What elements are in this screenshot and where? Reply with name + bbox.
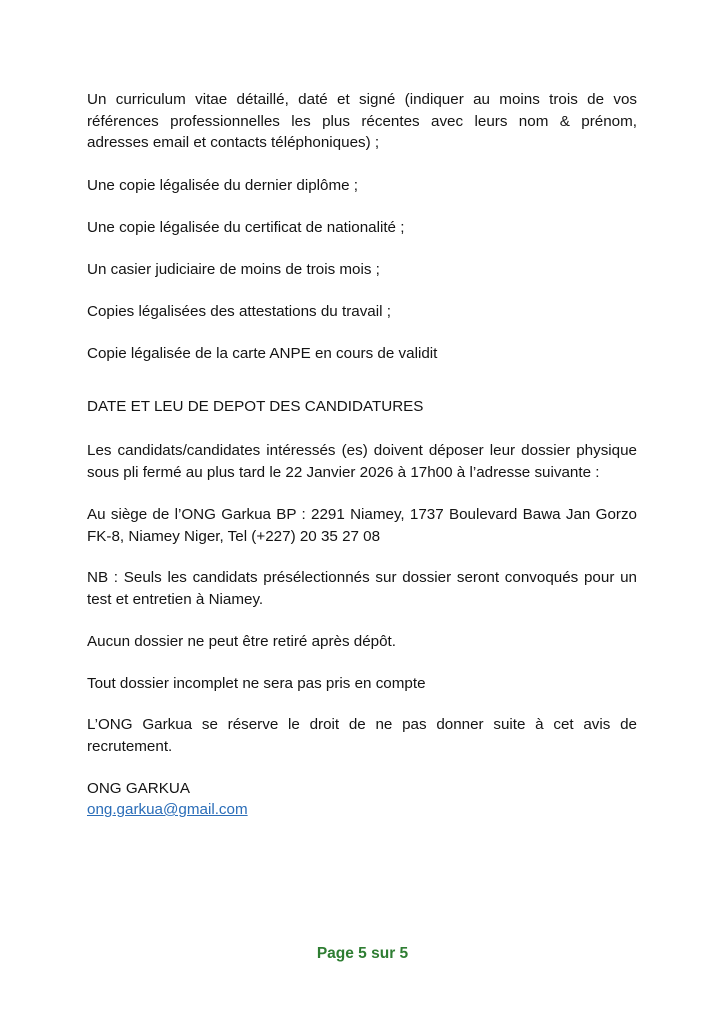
deposit-instructions: Les candidats/candidates intéressés (es) doivent déposer leur dossier physique sous pli fermé au plus tard le 22 Janvier 2026 à 17h00 à l’adresse suivante : [87,442,637,481]
document-item-diploma: Une copie légalisée du dernier diplôme ; [87,177,359,194]
incomplete-file-notice: Tout dossier incomplet ne sera pas pris en compte [87,675,426,692]
document-item-cv: Un curriculum vitae détaillé, daté et signé (indiquer au moins trois de vos références professionnelles les plus récentes avec leurs nom & prénom, adresses email et contacts téléphoniques) ; [87,91,637,151]
contact-email-link[interactable]: ong.garkua@gmail.com [87,801,248,818]
signature-organization: ONG GARKUA [87,780,190,797]
document-item-work-certificates: Copies légalisées des attestations du travail ; [87,303,391,320]
document-item-anpe-card: Copie légalisée de la carte ANPE en cours de validit [87,345,438,362]
no-withdrawal-notice: Aucun dossier ne peut être retiré après dépôt. [87,633,397,650]
preselection-note: NB : Seuls les candidats présélectionnés sur dossier seront convoqués pour un test et entretien à Niamey. [87,569,637,608]
reservation-notice: L’ONG Garkua se réserve le droit de ne pas donner suite à cet avis de recrutement. [87,716,637,755]
document-item-nationality: Une copie légalisée du certificat de nationalité ; [87,219,405,236]
page-number: Page 5 sur 5 [316,945,409,962]
section-heading: DATE ET LEU DE DEPOT DES CANDIDATURES [87,398,424,415]
deposit-address: Au siège de l’ONG Garkua BP : 2291 Niamey, 1737 Boulevard Bawa Jan Gorzo FK-8, Niamey Niger, Tel (+227) 20 35 27 08 [87,506,637,545]
document-item-criminal-record: Un casier judiciaire de moins de trois mois ; [87,261,380,278]
